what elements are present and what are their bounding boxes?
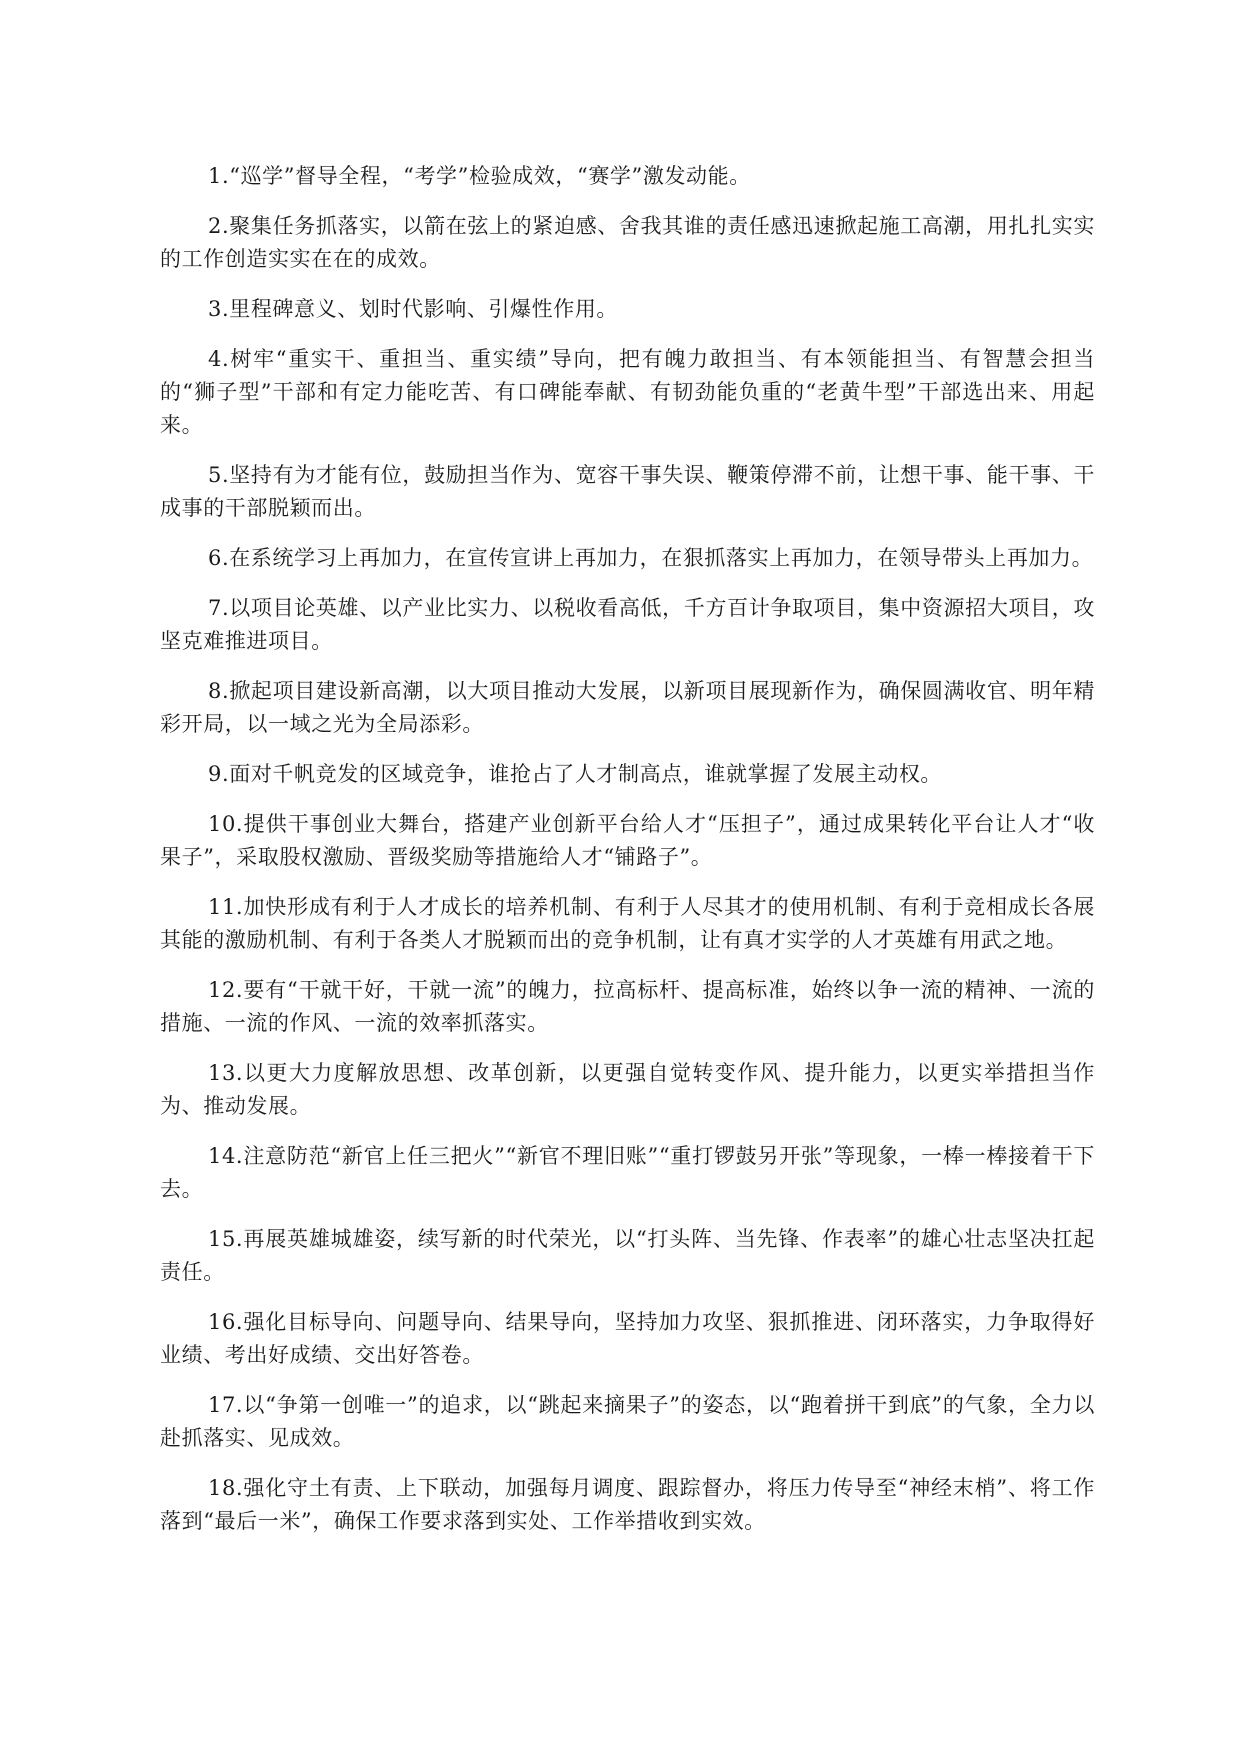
paragraph-3: 3.里程碑意义、划时代影响、引爆性作用。 <box>208 297 619 321</box>
paragraph-8: 8.掀起项目建设新高潮，以大项目推动大发展，以新项目展现新作为，确保圆满收官、明年精彩开局，以一域之光为全局添彩。 <box>160 679 1095 736</box>
paragraph-12: 12.要有“干就干好，干就一流”的魄力，拉高标杆、提高标准，始终以争一流的精神、一流的措施、一流的作风、一流的效率抓落实。 <box>160 978 1095 1035</box>
document-body <box>160 160 1095 1555</box>
paragraph-6: 6.在系统学习上再加力，在宣传宣讲上再加力，在狠抓落实上再加力，在领导带头上再加力。 <box>208 546 1094 570</box>
paragraph-5: 5.坚持有为才能有位，鼓励担当作为、宽容干事失误、鞭策停滞不前，让想干事、能干事、干成事的干部脱颖而出。 <box>160 463 1095 520</box>
paragraph-14: 14.注意防范“新官上任三把火”“新官不理旧账”“重打锣鼓另开张”等现象，一棒一棒接着干下去。 <box>160 1144 1095 1201</box>
paragraph-10: 10.提供干事创业大舞台，搭建产业创新平台给人才“压担子”，通过成果转化平台让人才“收果子”，采取股权激励、晋级奖励等措施给人才“铺路子”。 <box>160 812 1095 869</box>
paragraph-16: 16.强化目标导向、问题导向、结果导向，坚持加力攻坚、狠抓推进、闭环落实，力争取得好业绩、考出好成绩、交出好答卷。 <box>160 1310 1095 1367</box>
paragraph-18: 18.强化守土有责、上下联动，加强每月调度、跟踪督办，将压力传导至“神经末梢”、将工作落到“最后一米”，确保工作要求落到实处、工作举措收到实效。 <box>160 1476 1095 1533</box>
paragraph-9: 9.面对千帆竞发的区域竞争，谁抢占了人才制高点，谁就掌握了发展主动权。 <box>208 762 943 786</box>
paragraph-2: 2.聚集任务抓落实，以箭在弦上的紧迫感、舍我其谁的责任感迅速掀起施工高潮，用扎扎实实的工作创造实实在在的成效。 <box>160 214 1095 271</box>
paragraph-17: 17.以“争第一创唯一”的追求，以“跳起来摘果子”的姿态，以“跑着拼干到底”的气象，全力以赴抓落实、见成效。 <box>160 1393 1095 1450</box>
paragraph-13: 13.以更大力度解放思想、改革创新，以更强自觉转变作风、提升能力，以更实举措担当作为、推动发展。 <box>160 1061 1095 1118</box>
paragraph-4: 4.树牢“重实干、重担当、重实绩”导向，把有魄力敢担当、有本领能担当、有智慧会担当的“狮子型”干部和有定力能吃苦、有口碑能奉献、有韧劲能负重的“老黄牛型”干部选出来、用起来。 <box>160 347 1095 437</box>
paragraph-7: 7.以项目论英雄、以产业比实力、以税收看高低，千方百计争取项目，集中资源招大项目，攻坚克难推进项目。 <box>160 596 1095 653</box>
paragraph-1: 1.“巡学”督导全程，“考学”检验成效，“赛学”激发动能。 <box>208 164 751 188</box>
paragraph-11: 11.加快形成有利于人才成长的培养机制、有利于人尽其才的使用机制、有利于竞相成长各展其能的激励机制、有利于各类人才脱颖而出的竞争机制，让有真才实学的人才英雄有用武之地。 <box>160 895 1095 952</box>
paragraph-15: 15.再展英雄城雄姿，续写新的时代荣光，以“打头阵、当先锋、作表率”的雄心壮志坚决扛起责任。 <box>160 1227 1095 1284</box>
